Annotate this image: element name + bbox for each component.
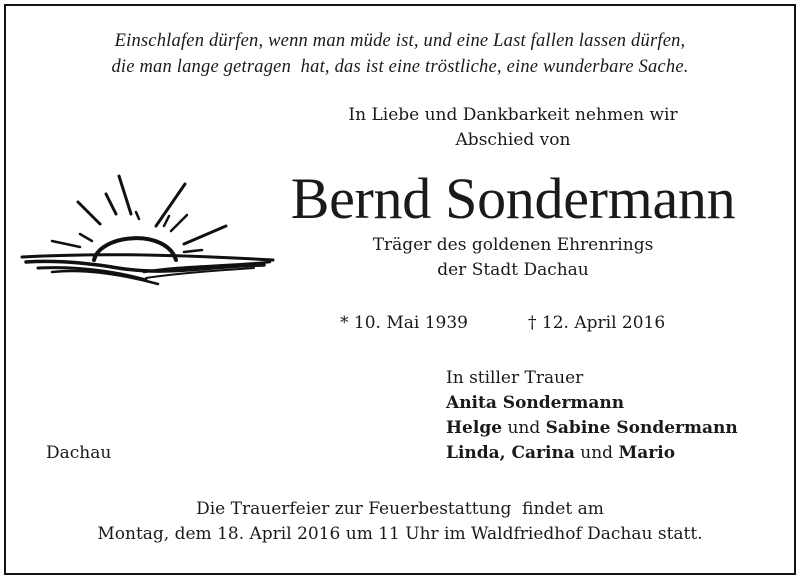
mourner-name: Sabine Sondermann [545,418,738,438]
deceased-name: Bernd Sondermann [290,166,736,231]
mourner-line-2 [446,416,738,441]
mourners-list [446,366,738,466]
mourner-name: Linda, Carina [446,443,575,463]
sunset-icon [18,168,280,294]
honor-line-2: der Stadt Dachau [437,260,589,280]
city-name: Dachau [46,443,112,463]
honor-text [278,233,748,283]
death-date: † 12. April 2016 [528,313,666,333]
opening-quote [0,28,800,80]
honor-line-1: Träger des goldenen Ehrenrings [372,235,654,255]
quote-line-1: Einschlafen dürfen, wenn man müde ist, und eine Last fallen lassen dürfen, [114,31,686,51]
mourner-name: Helge [446,418,503,438]
funeral-line-1: Die Trauerfeier zur Feuerbestattung findet am [196,499,604,519]
intro-line-2: Abschied von [455,130,571,150]
intro-text [278,103,748,153]
mourners-heading: In stiller Trauer [446,368,584,388]
mourner-name: Anita Sondermann [446,393,625,413]
funeral-line-2: Montag, dem 18. April 2016 um 11 Uhr im Waldfriedhof Dachau statt. [97,524,703,544]
birth-date: * 10. Mai 1939 [340,313,468,333]
mourner-line-1 [446,391,738,416]
mourner-name: Mario [618,443,676,463]
quote-line-2: die man lange getragen hat, das ist eine tröstliche, eine wunderbare Sache. [111,57,689,77]
conjunction: und [574,443,619,463]
mourner-line-3 [446,441,738,466]
funeral-notice [0,497,800,547]
intro-line-1: In Liebe und Dankbarkeit nehmen wir [348,105,678,125]
conjunction: und [502,418,546,438]
